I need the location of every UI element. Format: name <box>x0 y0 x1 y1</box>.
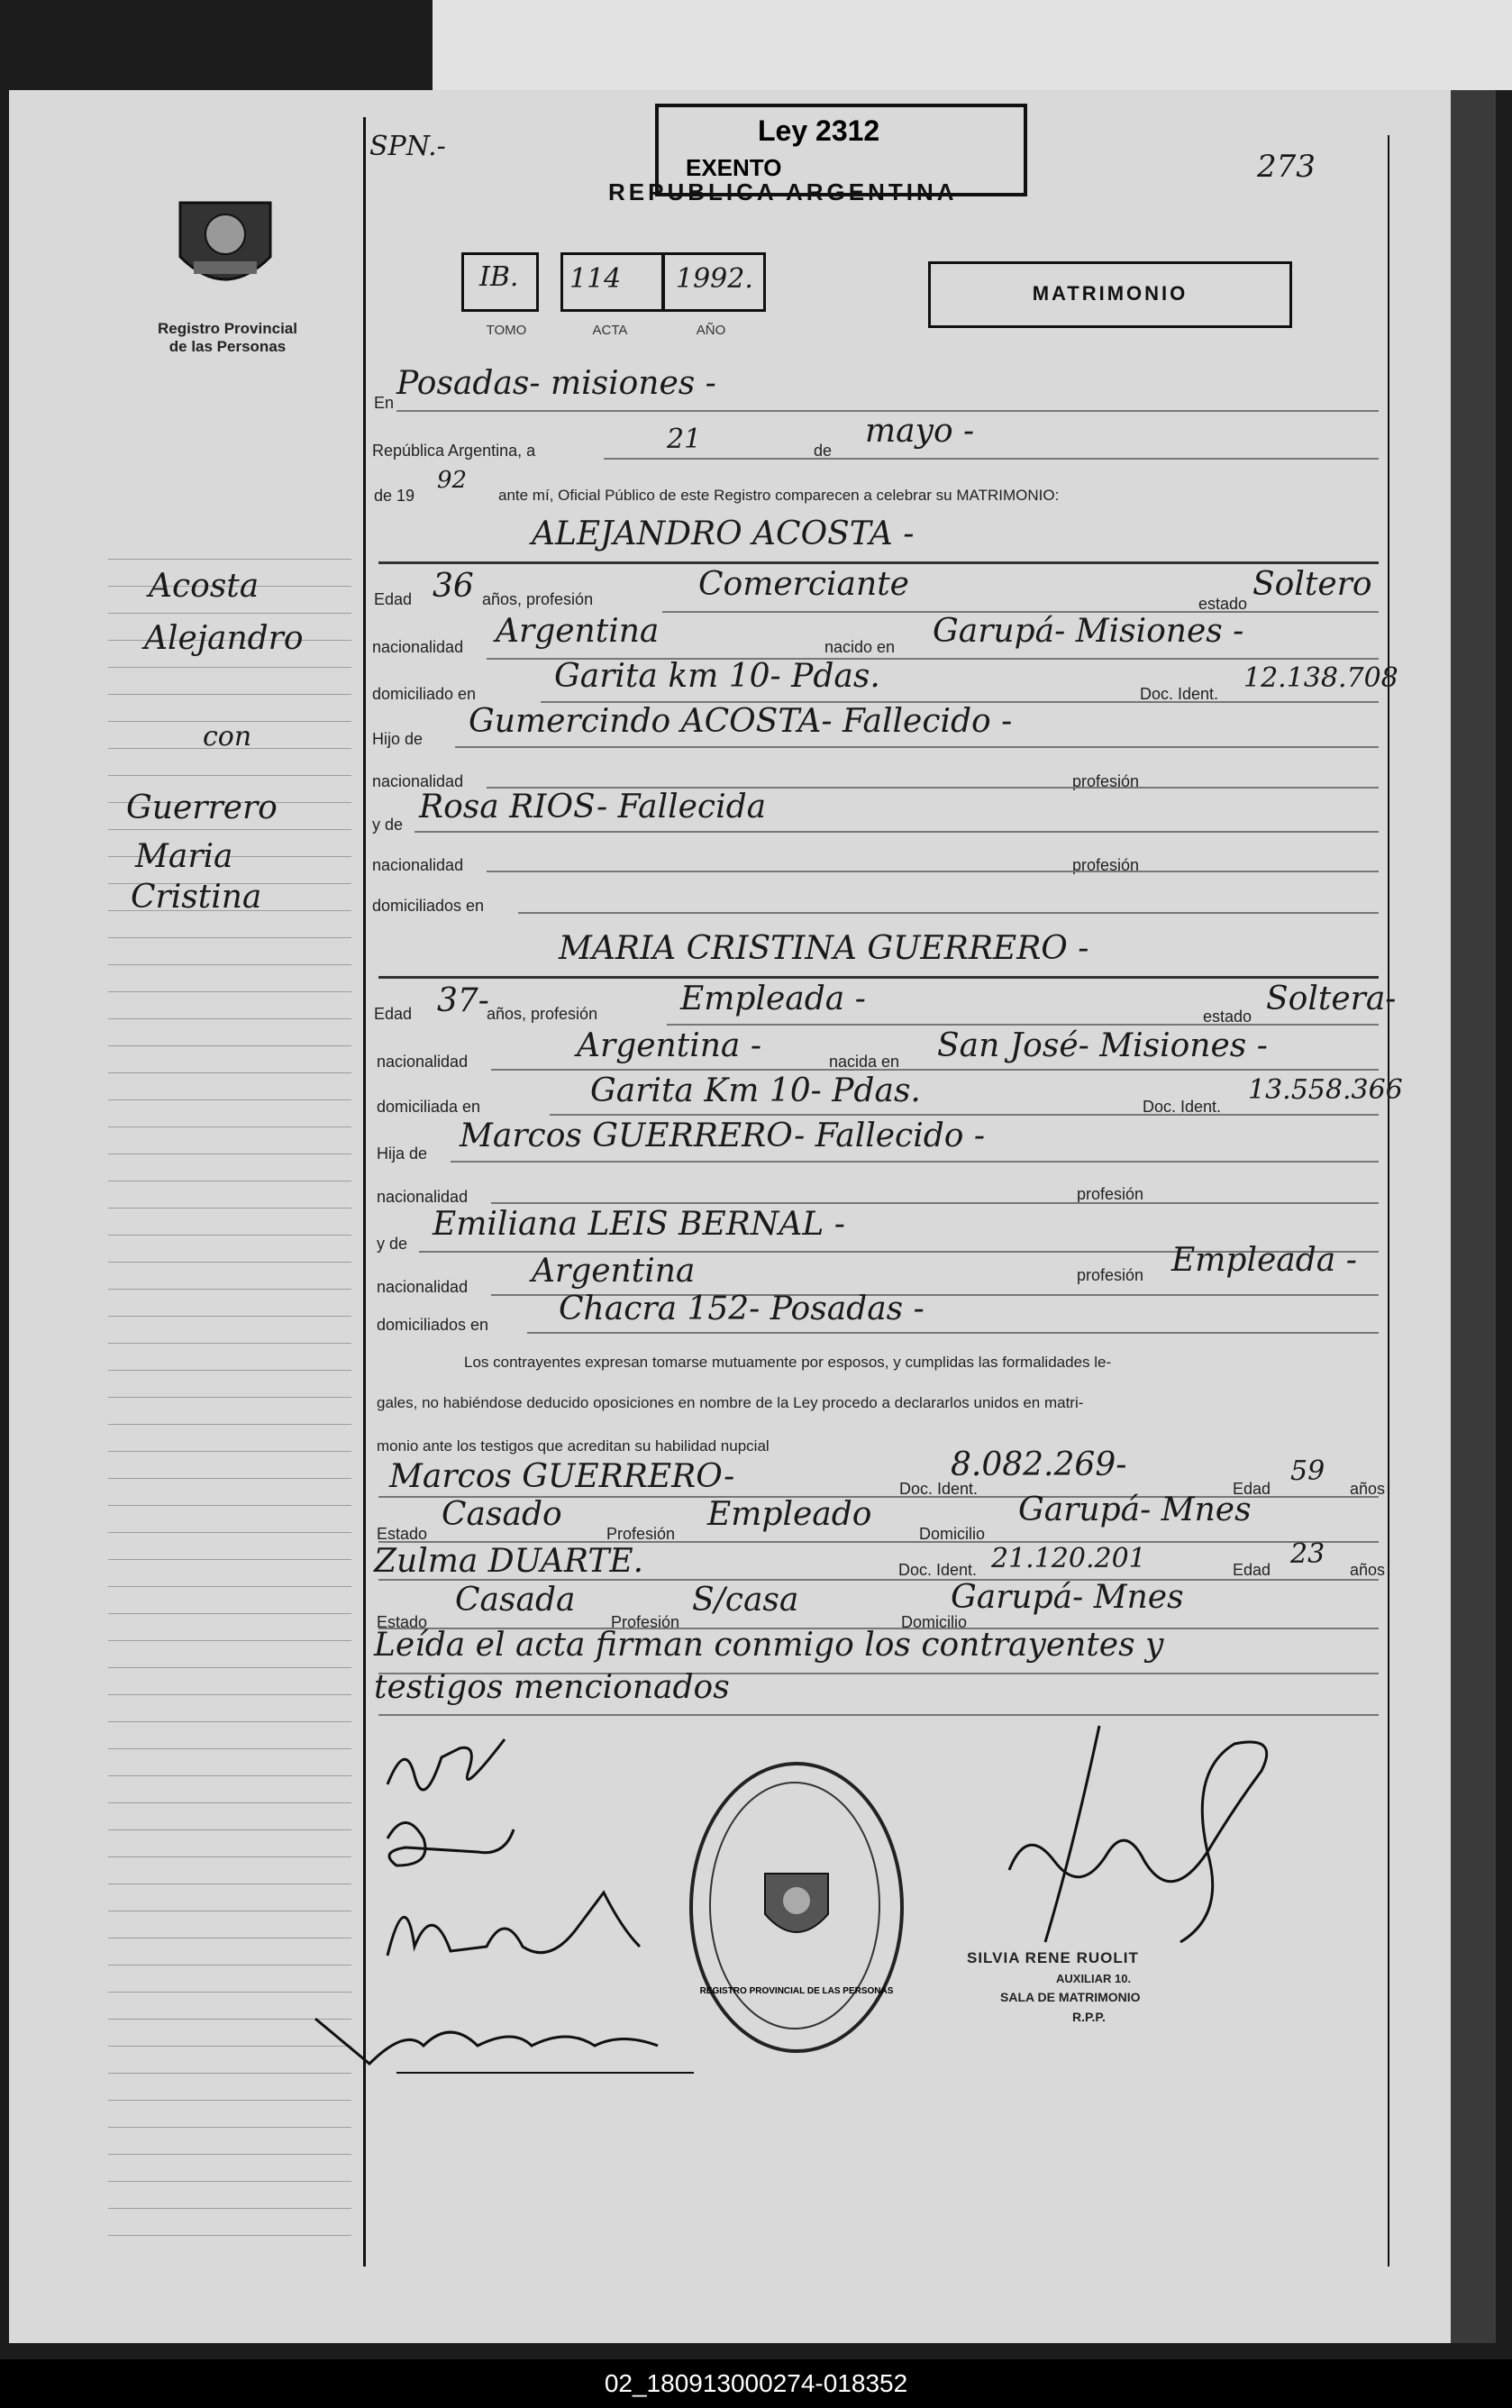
witness2-anos-label: años <box>1350 1561 1386 1579</box>
groom-estado-label: estado <box>1198 595 1248 613</box>
bride-domiciliados-label: domiciliados en <box>377 1316 489 1334</box>
year-prefix: de 19 <box>374 487 415 505</box>
exento-label: EXENTO <box>686 154 782 181</box>
bride-profesion: Empleada - <box>680 981 866 1017</box>
margin-bride-second: Cristina <box>131 879 262 916</box>
closing-line1: Leída el acta firman conmigo los contrayentes y <box>374 1627 1164 1664</box>
groom-profesion-label: años, profesión <box>482 590 594 608</box>
witness2-edad: 23 <box>1290 1538 1325 1570</box>
acta-value: 114 <box>569 263 622 295</box>
registry-label: Registro Provincial de las Personas <box>158 320 297 355</box>
witness1-anos-label: años <box>1350 1480 1386 1498</box>
groom-edad-label: Edad <box>374 590 413 608</box>
groom-name: ALEJANDRO ACOSTA - <box>532 515 915 552</box>
bride-domiciliados: Chacra 152- Posadas - <box>559 1291 925 1327</box>
bride-nac3-label: nacionalidad <box>377 1278 469 1296</box>
bride-hija-label: Hija de <box>377 1145 428 1163</box>
groom-nacido: Garupá- Misiones - <box>933 613 1244 650</box>
groom-doc: 12.138.708 <box>1243 662 1398 694</box>
seal <box>689 1762 904 2053</box>
bride-edad-label: Edad <box>374 1005 413 1023</box>
bride-name: MARIA CRISTINA GUERRERO - <box>559 930 1089 967</box>
declaration-line1: Los contrayentes expresan tomarse mutuamente por esposos, y cumplidas las formalidades le- <box>464 1354 1112 1371</box>
bride-yde-label: y de <box>377 1235 408 1253</box>
groom-nac3-label: nacionalidad <box>372 856 464 874</box>
bride-estado-label: estado <box>1203 1008 1252 1026</box>
bride-doc-label: Doc. Ident. <box>1143 1098 1222 1116</box>
groom-edad: 36 <box>433 568 474 605</box>
witness2-estado: Casada <box>455 1582 576 1619</box>
margin-name-first: Alejandro <box>144 620 304 657</box>
en-label: En <box>374 394 395 412</box>
groom-nacionalidad: Argentina <box>496 613 660 650</box>
bride-doc: 13.558.366 <box>1248 1074 1403 1106</box>
groom-nac-label: nacionalidad <box>372 638 464 656</box>
declaration-line2: gales, no habiéndose deducido oposiciones en nombre de la Ley procedo a declararlos unidos en matri- <box>377 1394 1084 1411</box>
footer-code: 02_180913000274-018352 <box>0 2359 1512 2408</box>
declaration-line3: monio ante los testigos que acreditan su habilidad nupcial <box>377 1437 770 1455</box>
officer-title: AUXILIAR 10. <box>1056 1972 1132 1985</box>
margin-bride-first: Maria <box>135 838 233 875</box>
top-edge-strip <box>433 0 1512 90</box>
groom-prof3-label: profesión <box>1072 856 1140 874</box>
bride-nac-label: nacionalidad <box>377 1053 469 1071</box>
witness1-edad: 59 <box>1290 1455 1325 1487</box>
witness1-domicilio: Garupá- Mnes <box>1018 1491 1252 1528</box>
year-suffix: 92 <box>437 467 468 494</box>
groom-madre: Rosa RIOS- Fallecida <box>419 789 767 825</box>
bride-nacida-label: nacida en <box>829 1053 900 1071</box>
coat-of-arms-icon <box>171 185 279 302</box>
witness2-domicilio: Garupá- Mnes <box>951 1579 1184 1616</box>
ano-value: 1992. <box>676 263 753 295</box>
right-rule <box>1388 135 1389 2267</box>
bride-prof2-label: profesión <box>1077 1185 1144 1203</box>
groom-domiciliados-label: domiciliados en <box>372 897 485 915</box>
witness1-profesion: Empleado <box>707 1496 872 1533</box>
record-table <box>461 252 770 347</box>
date-statement: ante mí, Oficial Público de este Registro comparecen a celebrar su MATRIMONIO: <box>498 487 1060 504</box>
officer-office: SALA DE MATRIMONIO <box>1000 1990 1141 2004</box>
signature-witness1-icon <box>369 1874 658 1983</box>
ley-label: Ley 2312 <box>758 114 880 147</box>
seal-text: REGISTRO PROVINCIAL DE LAS PERSONAS <box>699 1986 894 1996</box>
margin-name-surname: Acosta <box>149 568 260 605</box>
witness2-name: Zulma DUARTE. <box>374 1543 644 1580</box>
witness1-profesion-label: Profesión <box>606 1525 676 1543</box>
signature-witness2-icon <box>297 1983 703 2082</box>
bride-nac2-label: nacionalidad <box>377 1188 469 1206</box>
groom-hijo-label: Hijo de <box>372 730 424 748</box>
bride-nacida: San José- Misiones - <box>937 1027 1268 1064</box>
page-number: 273 <box>1257 149 1316 185</box>
republic-label: República Argentina, a <box>372 442 536 460</box>
annotation-spn: SPN.- <box>369 131 446 162</box>
witness1-estado-label: Estado <box>377 1525 428 1543</box>
seal-emblem-icon <box>756 1865 837 1950</box>
groom-prof2-label: profesión <box>1072 772 1140 790</box>
tomo-value: IB. <box>479 261 519 293</box>
ano-label: AÑO <box>696 323 726 338</box>
signature-bride-icon <box>378 1730 532 1811</box>
groom-dom-label: domiciliado en <box>372 685 477 703</box>
groom-doc-label: Doc. Ident. <box>1140 685 1219 703</box>
book-spine <box>1451 90 1496 2343</box>
margin-bride-surname: Guerrero <box>126 789 278 826</box>
witness2-edad-label: Edad <box>1233 1561 1271 1579</box>
country-title: REPUBLICA ARGENTINA <box>608 178 958 205</box>
witness1-edad-label: Edad <box>1233 1480 1271 1498</box>
groom-nac2-label: nacionalidad <box>372 772 464 790</box>
bride-madre-prof: Empleada - <box>1171 1242 1357 1279</box>
groom-profesion: Comerciante <box>698 566 909 603</box>
witness2-profesion: S/casa <box>692 1582 799 1619</box>
bride-profesion-label: años, profesión <box>487 1005 598 1023</box>
bride-madre: Emiliana LEIS BERNAL - <box>433 1206 845 1243</box>
bride-padre: Marcos GUERRERO- Fallecido - <box>460 1117 986 1154</box>
doc-type-label: MATRIMONIO <box>1032 282 1189 305</box>
bride-dom-label: domiciliada en <box>377 1098 481 1116</box>
witness1-estado: Casado <box>442 1496 562 1533</box>
groom-nacido-label: nacido en <box>824 638 896 656</box>
groom-yde-label: y de <box>372 816 404 834</box>
month-value: mayo - <box>865 413 975 450</box>
margin-con: con <box>203 721 252 752</box>
left-rule <box>363 117 366 2267</box>
bride-estado: Soltera- <box>1266 981 1397 1017</box>
witness1-name: Marcos GUERRERO- <box>389 1458 735 1495</box>
bride-nacionalidad: Argentina - <box>577 1027 761 1064</box>
groom-estado: Soltero <box>1252 566 1372 603</box>
groom-padre: Gumercindo ACOSTA- Fallecido - <box>469 703 1013 740</box>
witness2-doc: 21.120.201 <box>991 1543 1146 1574</box>
tomo-label: TOMO <box>486 323 527 338</box>
witness2-profesion-label: Profesión <box>611 1613 680 1631</box>
doc-type-box <box>928 261 1292 328</box>
bride-domicilio: Garita Km 10- Pdas. <box>590 1072 921 1109</box>
de-label: de <box>814 442 833 460</box>
witness2-domicilio-label: Domicilio <box>901 1613 968 1631</box>
officer-name: SILVIA RENE RUOLIT <box>967 1949 1139 1966</box>
witness2-doc-label: Doc. Ident. <box>898 1561 978 1579</box>
day-value: 21 <box>667 424 702 455</box>
officer-org: R.P.P. <box>1072 2010 1106 2024</box>
witness1-doc: 8.082.269- <box>951 1446 1127 1483</box>
groom-domicilio: Garita km 10- Pdas. <box>554 658 880 695</box>
closing-line2: testigos mencionados <box>374 1669 730 1706</box>
bride-madre-nac: Argentina <box>532 1253 696 1290</box>
witness1-domicilio-label: Domicilio <box>919 1525 986 1543</box>
acta-label: ACTA <box>592 323 628 338</box>
signature-officer-icon <box>937 1717 1298 1987</box>
bride-edad: 37- <box>437 982 489 1019</box>
witness1-doc-label: Doc. Ident. <box>899 1480 979 1498</box>
bride-prof3-label: profesión <box>1077 1266 1144 1284</box>
city-value: Posadas- misiones - <box>396 365 716 402</box>
witness2-estado-label: Estado <box>377 1613 428 1631</box>
